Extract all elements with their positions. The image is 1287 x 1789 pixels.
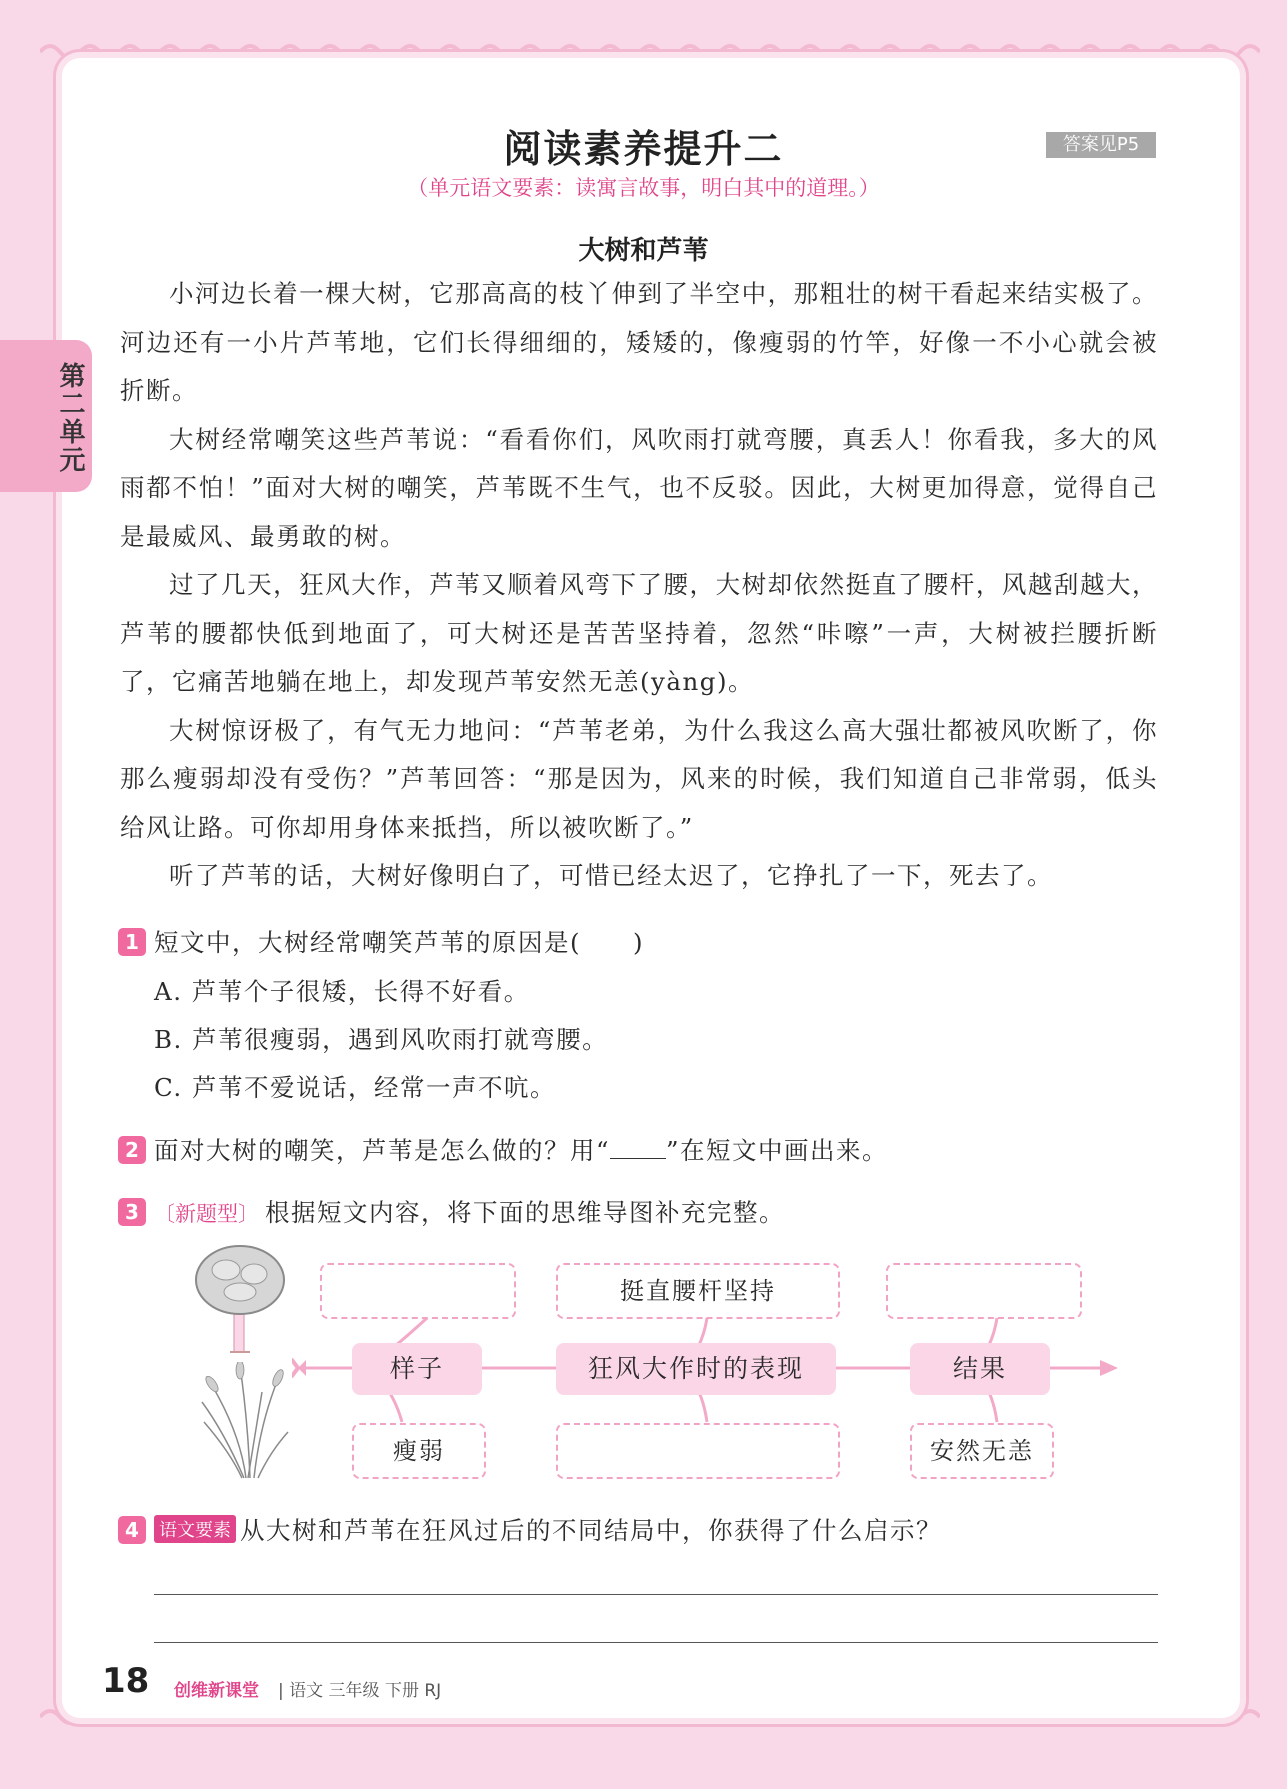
mindmap-answer-box-top-left[interactable] xyxy=(320,1263,516,1319)
answer-line[interactable] xyxy=(154,1642,1158,1643)
mindmap-answer-box-top-right[interactable] xyxy=(886,1263,1082,1319)
story-paragraph: 大树惊讶极了，有气无力地问：“芦苇老弟，为什么我这么高大强壮都被风吹断了，你那么瘦弱却没有受伤？”芦苇回答：“那是因为，风来的时候，我们知道自己非常弱，低头给风让路。可你却用身体来抵挡，所以被吹断了。” xyxy=(120,715,1158,842)
tree-illustration xyxy=(190,1240,290,1358)
question-4 xyxy=(118,1512,942,1547)
mindmap-answer-box-bottom-middle[interactable] xyxy=(556,1423,840,1479)
question-number-badge: 1 xyxy=(118,928,146,956)
story-paragraph: 过了几天，狂风大作，芦苇又顺着风弯下了腰，大树却依然挺直了腰杆，风越刮越大，芦苇的腰都快低到地面了，可大树还是苦苦坚持着，忽然“咔嚓”一声，大树被拦腰折断了，它痛苦地躺在地上，却发现芦苇安然无恙(yàng)。 xyxy=(120,570,1158,696)
question-1-text: 短文中，大树经常嘲笑芦苇的原因是( ) xyxy=(154,928,645,957)
underline-marker xyxy=(610,1140,666,1159)
question-2 xyxy=(118,1132,888,1167)
answer-reference-badge: 答案见P5 xyxy=(1046,132,1156,158)
question-1-option-a[interactable]: A. 芦苇个子很矮，长得不好看。 xyxy=(154,977,530,1006)
page-title: 阅读素养提升二 xyxy=(503,127,784,171)
question-number-badge: 2 xyxy=(118,1136,146,1164)
story-paragraph: 小河边长着一棵大树，它那高高的枝丫伸到了半空中，那粗壮的树干看起来结实极了。河边还有一小片芦苇地，它们长得细细的，矮矮的，像瘦弱的竹竿，好像一不小心就会被折断。 xyxy=(120,279,1158,405)
reed-illustration xyxy=(200,1362,292,1480)
question-3-text: 根据短文内容，将下面的思维导图补充完整。 xyxy=(265,1198,785,1227)
new-question-type-tag: 〔新题型〕 xyxy=(154,1202,259,1226)
language-element-tag: 语文要素 xyxy=(154,1515,236,1543)
question-number-badge: 4 xyxy=(118,1516,146,1544)
question-1 xyxy=(118,924,644,959)
question-2-text-before: 面对大树的嘲笑，芦苇是怎么做的？用“ xyxy=(154,1136,611,1165)
footer-brand: 创维新课堂 xyxy=(174,1681,259,1701)
mindmap-node-result: 结果 xyxy=(910,1343,1050,1395)
story-title: 大树和芦苇 xyxy=(578,236,709,266)
page-subtitle: （单元语文要素：读寓言故事，明白其中的道理。） xyxy=(407,176,880,200)
question-1-option-c[interactable]: C. 芦苇不爱说话，经常一声不吭。 xyxy=(154,1073,556,1102)
question-number-badge: 3 xyxy=(118,1198,146,1226)
story-paragraph: 大树经常嘲笑这些芦苇说：“看看你们，风吹雨打就弯腰，真丢人！你看我，多大的风雨都不怕！”面对大树的嘲笑，芦苇既不生气，也不反驳。因此，大树更加得意，觉得自己是最威风、最勇敢的树。 xyxy=(120,424,1158,551)
story-text xyxy=(120,270,1158,901)
mindmap-box-bottom-right: 安然无恙 xyxy=(910,1423,1054,1479)
footer-book-info: | 语文 三年级 下册 RJ xyxy=(278,1681,442,1701)
question-4-text: 从大树和芦苇在狂风过后的不同结局中，你获得了什么启示？ xyxy=(240,1516,942,1545)
question-1-option-b[interactable]: B. 芦苇很瘦弱，遇到风吹雨打就弯腰。 xyxy=(154,1025,609,1054)
mindmap-box-bottom-left: 瘦弱 xyxy=(352,1423,486,1479)
mindmap-node-appearance: 样子 xyxy=(352,1343,482,1395)
mindmap-node-behavior: 狂风大作时的表现 xyxy=(556,1343,836,1395)
story-paragraph: 听了芦苇的话，大树好像明白了，可惜已经太迟了，它挣扎了一下，死去了。 xyxy=(169,861,1053,890)
answer-line[interactable] xyxy=(154,1594,1158,1595)
page-number: 18 xyxy=(102,1661,150,1701)
unit-side-tab-label: 第二单元 xyxy=(55,362,85,474)
mindmap-box-top-middle: 挺直腰杆坚持 xyxy=(556,1263,840,1319)
question-3 xyxy=(118,1194,785,1229)
question-2-text-after: ”在短文中画出来。 xyxy=(666,1136,889,1165)
